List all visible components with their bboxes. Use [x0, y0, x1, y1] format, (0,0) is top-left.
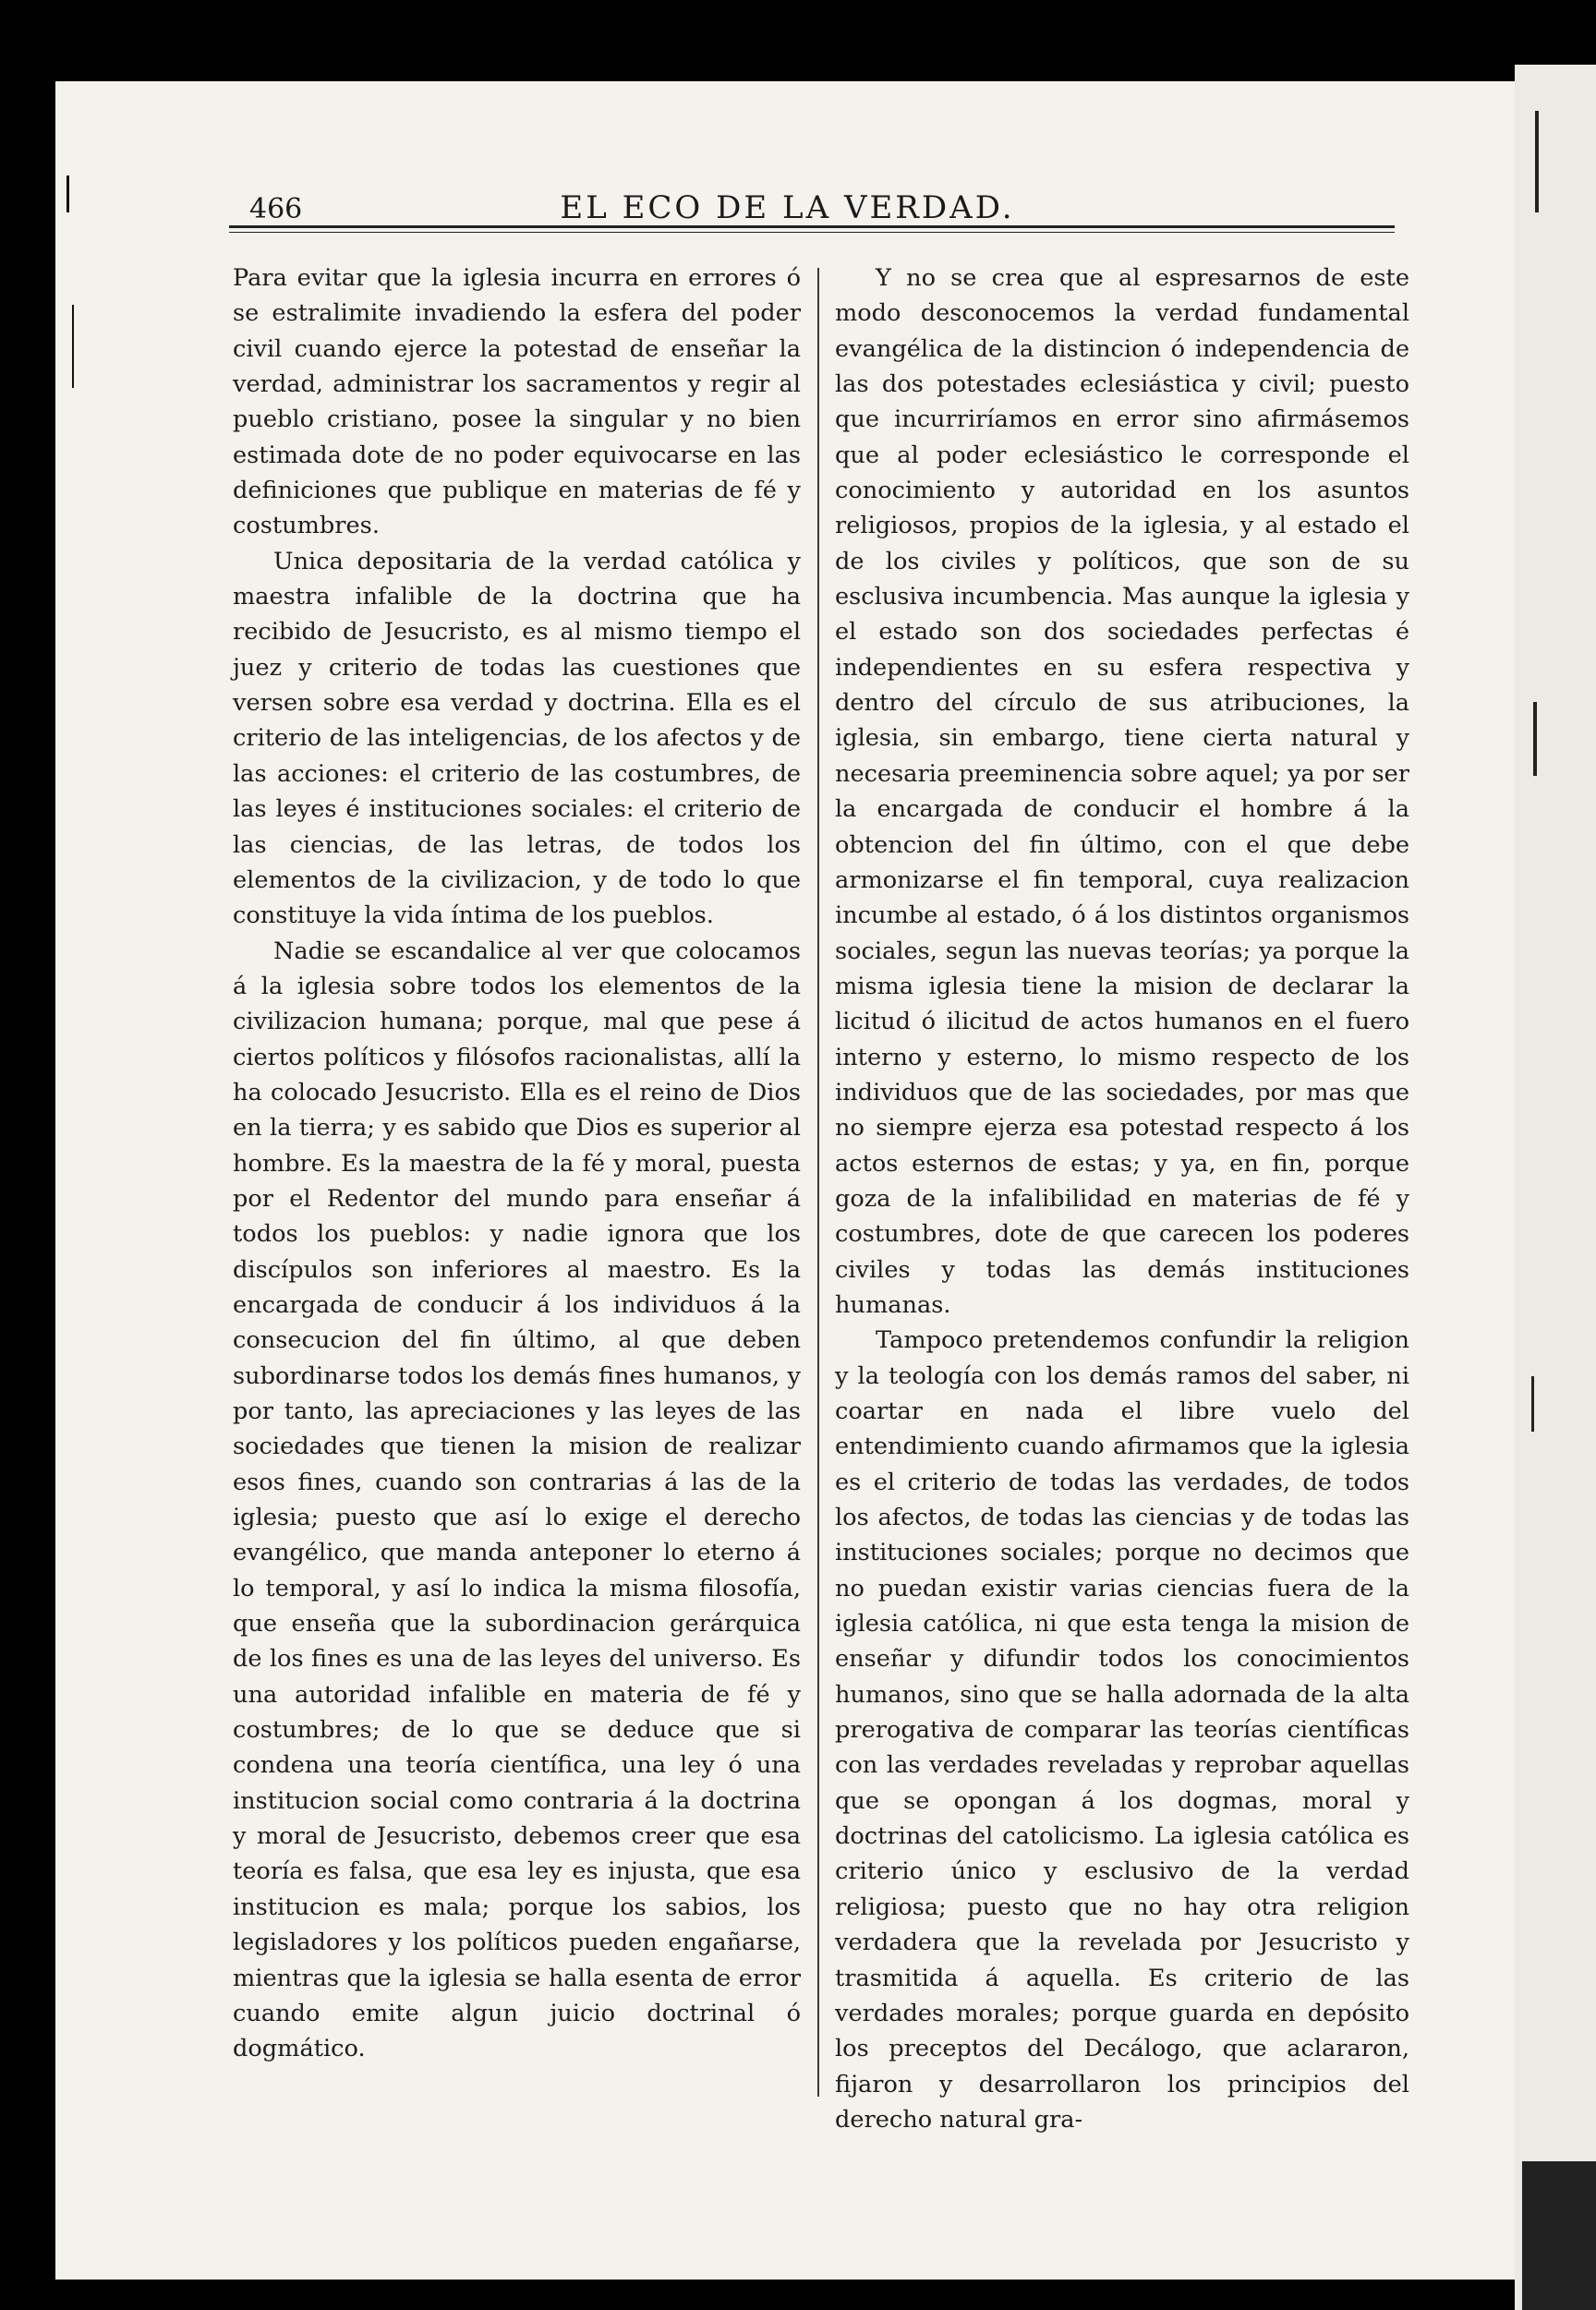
- column-divider: [817, 268, 819, 2097]
- left-column: [233, 260, 801, 2067]
- adjacent-page-edge: [1515, 65, 1596, 2310]
- paragraph: Tampoco pretendemos confundir la religion y la teología con los demás ramos del saber, ni coartar en nada el libre vuelo del entendimiento cuando afirmamos que la iglesia es el criterio de todas las verdades, de todos los afectos, de todas las ciencias y de todas las instituciones sociales; porque no decimos que no puedan existir varias ciencias fuera de la iglesia católica, ni que esta tenga la mision de enseñar y difundir todos los conocimientos humanos, sino que se halla adornada de la alta prerogativa de comparar las teorías científicas con las verdades reveladas y reprobar aquellas que se opongan á los dogmas, moral y doctrinas del catolicismo. La iglesia católica es criterio único y esclusivo de la verdad religiosa; puesto que no hay otra religion verdadera que la revelada por Jesucristo y trasmitida á aquella. Es criterio de las verdades morales; porque guarda en depósito los preceptos del Decálogo, que aclararon, fijaron y desarrollaron los principios del derecho natural gra-: [835, 1326, 1409, 2134]
- running-title: EL ECO DE LA VERDAD.: [560, 189, 1015, 226]
- paragraph: Para evitar que la iglesia incurra en errores ó se estralimite invadiendo la esfera del poder civil cuando ejerce la potestad de enseñar la verdad, administrar los sacramentos y regir al pueblo cristiano, posee la singular y no bien estimada dote de no poder equivocarse en las definiciones que publique en materias de fé y costumbres.: [233, 264, 801, 540]
- page-number: 466: [249, 193, 303, 225]
- paragraph: Y no se crea que al espresarnos de este modo desconocemos la verdad fundamental evangélica de la distincion ó independencia de las dos potestades eclesiástica y civil; puesto que incurriríamos en error sino afirmásemos que al poder eclesiástico le corresponde el conocimiento y autoridad en los asuntos religiosos, propios de la iglesia, y al estado el de los civiles y políticos, que son de su esclusiva incumbencia. Mas aunque la iglesia y el estado son dos sociedades perfectas é independientes en su esfera respectiva y dentro del círculo de sus atribuciones, la iglesia, sin embargo, tiene cierta natural y necesaria preeminencia sobre aquel; ya por ser la encargada de conducir el hombre á la obtencion del fin último, con el que debe armonizarse el fin temporal, cuya realizacion incumbe al estado, ó á los distintos organismos sociales, segun las nuevas teorías; ya porque la misma iglesia tiene la mision de declarar la licitud ó ilicitud de actos humanos en el fuero interno y esterno, lo mismo respecto de los individuos que de las sociedades, por mas que no siempre ejerza esa potestad respecto á los actos esternos de estas; y ya, en fin, porque goza de la infalibilidad en materias de fé y costumbres, dote de que carecen los poderes civiles y todas las demás instituciones humanas.: [835, 264, 1409, 1319]
- paragraph: Unica depositaria de la verdad católica y maestra infalible de la doctrina que ha recibido de Jesucristo, es al mismo tiempo el juez y criterio de todas las cuestiones que versen sobre esa verdad y doctrina. Ella es el criterio de las inteligencias, de los afectos y de las acciones: el criterio de las costumbres, de las leyes é instituciones sociales: el criterio de las ciencias, de las letras, de todos los elementos de la civilizacion, y de todo lo que constituye la vida íntima de los pueblos.: [233, 547, 801, 930]
- paragraph: Nadie se escandalice al ver que colocamos á la iglesia sobre todos los elementos de la civilizacion humana; porque, mal que pese á ciertos políticos y filósofos racionalistas, allí la ha colocado Jesucristo. Ella es el reino de Dios en la tierra; y es sabido que Dios es superior al hombre. Es la maestra de la fé y moral, puesta por el Redentor del mundo para enseñar á todos los pueblos: y nadie ignora que los discípulos son inferiores al maestro. Es la encargada de conducir á los individuos á la consecucion del fin último, al que deben subordinarse todos los demás fines humanos, y por tanto, las apreciaciones y las leyes de las sociedades que tienen la mision de realizar esos fines, cuando son contrarias á las de la iglesia; puesto que así lo exige el derecho evangélico, que manda anteponer lo eterno á lo temporal, y así lo indica la misma filosofía, que enseña que la subordinacion gerárquica de los fines es una de las leyes del universo. Es una autoridad infalible en materia de fé y costumbres; de lo que se deduce que si condena una teoría científica, una ley ó una institucion social como contraria á la doctrina y moral de Jesucristo, debemos creer que esa teoría es falsa, que esa ley es injusta, que esa institucion es mala; porque los sabios, los legisladores y los políticos pueden engañarse, mientras que la iglesia se halla esenta de error cuando emite algun juicio doctrinal ó dogmático.: [233, 937, 801, 2063]
- right-column: [835, 260, 1409, 2137]
- header-rule: [229, 225, 1395, 233]
